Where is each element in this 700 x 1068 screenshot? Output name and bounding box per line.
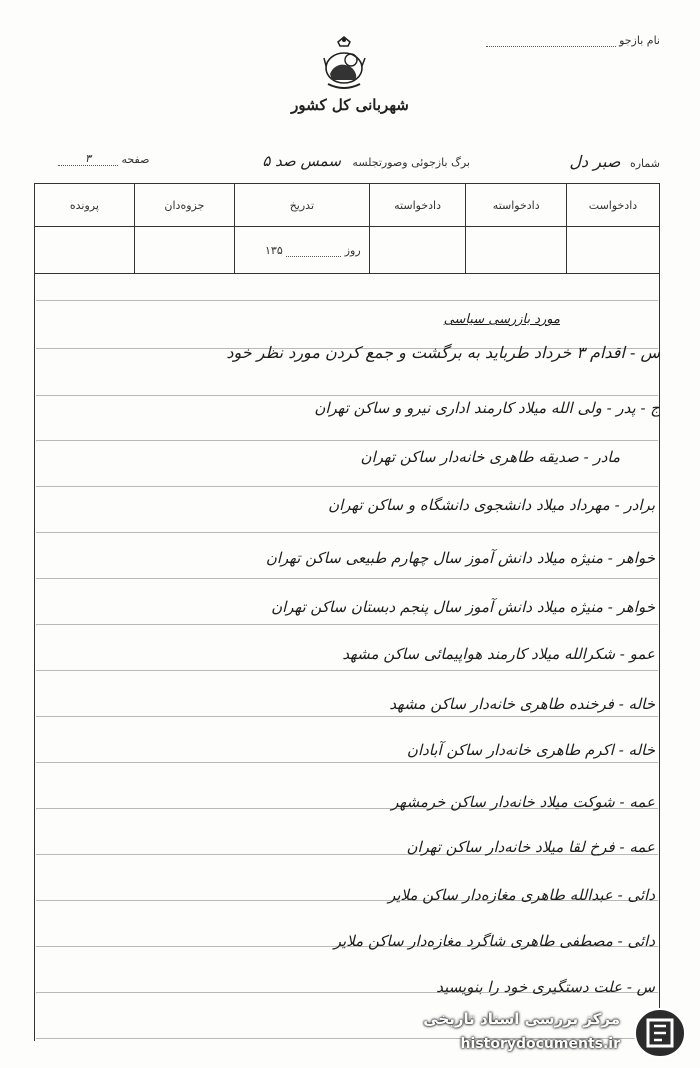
cell-date bbox=[235, 227, 370, 274]
cell-petition bbox=[567, 227, 660, 274]
table-header-row bbox=[35, 184, 660, 227]
archive-watermark bbox=[402, 1004, 692, 1062]
number-label: شماره bbox=[629, 157, 660, 170]
body-line: خاله - فرخنده طاهری خانه‌دار ساکن مشهد bbox=[389, 695, 655, 713]
col-folder: جزوه‌دان bbox=[134, 184, 234, 227]
body-line: خاله - اکرم طاهری خانه‌دار ساکن آبادان bbox=[406, 741, 655, 759]
page-number-field bbox=[58, 152, 149, 166]
interrogator-name-line bbox=[486, 34, 660, 47]
day-label: روز bbox=[344, 243, 361, 257]
body-line: عمو - شکرالله میلاد کارمند هواپیمائی ساکن مشهد bbox=[342, 645, 655, 663]
case-info-table bbox=[34, 183, 660, 274]
page-value: ۳ bbox=[58, 152, 118, 166]
body-line: برادر - مهرداد میلاد دانشجوی دانشگاه و ساکن تهران bbox=[328, 496, 655, 514]
cell-petitioned bbox=[466, 227, 567, 274]
cell-petitioned-2 bbox=[369, 227, 466, 274]
watermark-title: مرکز بررسی اسناد تاریخی bbox=[423, 1010, 620, 1028]
table-value-row bbox=[35, 227, 660, 274]
body-line: س - اقدام ۳ خرداد طرباید به برگشت و جمع کردن مورد نظر خود bbox=[226, 343, 660, 362]
body-line: ج - پدر - ولی الله میلاد کارمند اداری نیرو و ساکن تهران bbox=[314, 399, 660, 417]
watermark-url: historydocuments.ir bbox=[460, 1036, 620, 1052]
number-value: صبر دل bbox=[569, 152, 621, 171]
sheet-label: برگ بازجوئی وصورتجلسه bbox=[352, 156, 470, 169]
body-line: مورد بازرسی سیاسی bbox=[443, 312, 560, 327]
page-label: صفحه bbox=[121, 153, 150, 166]
body-line: دائی - مصطفی طاهری شاگرد مغازه‌دار ساکن ملایر bbox=[333, 932, 655, 950]
body-line: س - علت دستگیری خود را بنویسید bbox=[436, 978, 655, 996]
cell-file bbox=[35, 227, 135, 274]
body-line: دائی - عبدالله طاهری مغازه‌دار ساکن ملایر bbox=[388, 886, 655, 904]
col-petition: دادخواست bbox=[567, 184, 660, 227]
col-file: پرونده bbox=[35, 184, 135, 227]
body-line: خواهر - منیژه میلاد دانش آموز سال پنجم دبستان ساکن تهران bbox=[271, 598, 655, 616]
col-petitioned: دادخواسته bbox=[466, 184, 567, 227]
col-petitioned-2: دادخواسته bbox=[369, 184, 466, 227]
cell-folder bbox=[134, 227, 234, 274]
year-value: ۱۳۵ bbox=[265, 243, 283, 257]
lion-and-sun-emblem bbox=[318, 36, 370, 94]
number-field bbox=[569, 152, 660, 171]
organization-title: شهربانی کل کشور bbox=[291, 96, 409, 114]
col-date: تدریخ bbox=[235, 184, 370, 227]
body-line: مادر - صدیقه طاهری خانه‌دار ساکن تهران bbox=[360, 448, 620, 466]
sheet-value: سمس صد ۵ bbox=[262, 152, 341, 170]
sheet-field bbox=[262, 152, 470, 170]
body-line: عمه - شوکت میلاد خانه‌دار ساکن خرمشهر bbox=[391, 793, 655, 811]
body-line: عمه - فرخ لقا میلاد خانه‌دار ساکن تهران bbox=[406, 838, 655, 856]
archive-logo bbox=[632, 1006, 688, 1060]
body-line: خواهر - منیژه میلاد دانش آموز سال چهارم طبیعی ساکن تهران bbox=[265, 549, 655, 567]
interrogator-name-label: نام بازجو bbox=[619, 34, 660, 47]
